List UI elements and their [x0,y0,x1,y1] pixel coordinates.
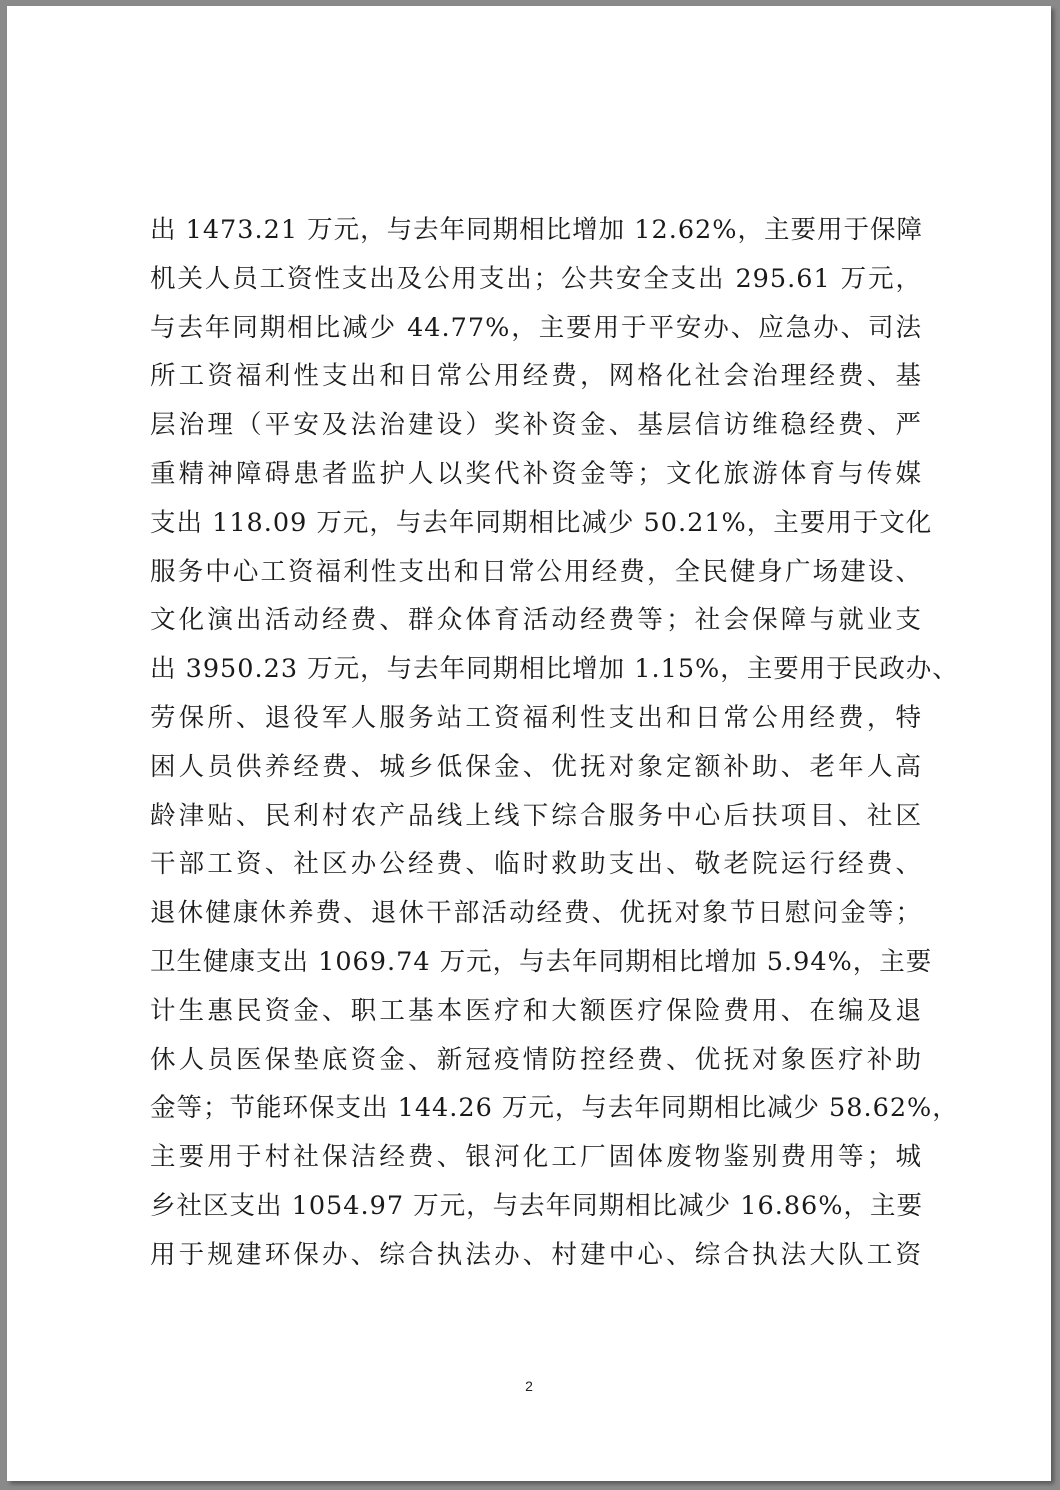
text-line: 困人员供养经费、城乡低保金、优抚对象定额补助、老年人高 [150,751,922,782]
text-line: 出 3950.23 万元，与去年同期相比增加 1.15%，主要用于民政办、 [150,654,959,685]
body-text [150,206,959,1280]
text-line: 机关人员工资性支出及公用支出；公共安全支出 295.61 万元， [150,263,922,294]
text-line: 支出 118.09 万元，与去年同期相比减少 50.21%，主要用于文化 [150,507,933,538]
page-number: 2 [525,1378,533,1394]
text-line: 主要用于村社保洁经费、银河化工厂固体废物鉴别费用等；城 [150,1142,922,1173]
text-line: 龄津贴、民利村农产品线上线下综合服务中心后扶项目、社区 [150,800,922,831]
text-line: 休人员医保垫底资金、新冠疫情防控经费、优抚对象医疗补助 [150,1044,922,1075]
text-line: 与去年同期相比减少 44.77%，主要用于平安办、应急办、司法 [150,312,922,343]
text-line: 层治理（平安及法治建设）奖补资金、基层信访维稳经费、严 [150,410,922,441]
text-line: 所工资福利性支出和日常公用经费，网格化社会治理经费、基 [150,361,922,392]
text-line: 计生惠民资金、职工基本医疗和大额医疗保险费用、在编及退 [150,995,922,1026]
text-line: 服务中心工资福利性支出和日常公用经费，全民健身广场建设、 [150,556,922,587]
text-line: 金等；节能环保支出 144.26 万元，与去年同期相比减少 58.62%， [150,1093,959,1124]
text-line: 卫生健康支出 1069.74 万元，与去年同期相比增加 5.94%，主要 [150,946,933,977]
text-line: 干部工资、社区办公经费、临时救助支出、敬老院运行经费、 [150,849,922,880]
text-line: 用于规建环保办、综合执法办、村建中心、综合执法大队工资 [150,1239,922,1270]
text-line: 劳保所、退役军人服务站工资福利性支出和日常公用经费，特 [150,702,922,733]
document-page [7,6,1051,1481]
text-line: 出 1473.21 万元，与去年同期相比增加 12.62%，主要用于保障 [150,215,923,245]
text-line: 退休健康休养费、退休干部活动经费、优抚对象节日慰问金等； [150,898,922,929]
text-line: 乡社区支出 1054.97 万元，与去年同期相比减少 16.86%，主要 [150,1190,923,1221]
text-line: 重精神障碍患者监护人以奖代补资金等；文化旅游体育与传媒 [150,458,922,489]
text-line: 文化演出活动经费、群众体育活动经费等；社会保障与就业支 [150,605,922,636]
